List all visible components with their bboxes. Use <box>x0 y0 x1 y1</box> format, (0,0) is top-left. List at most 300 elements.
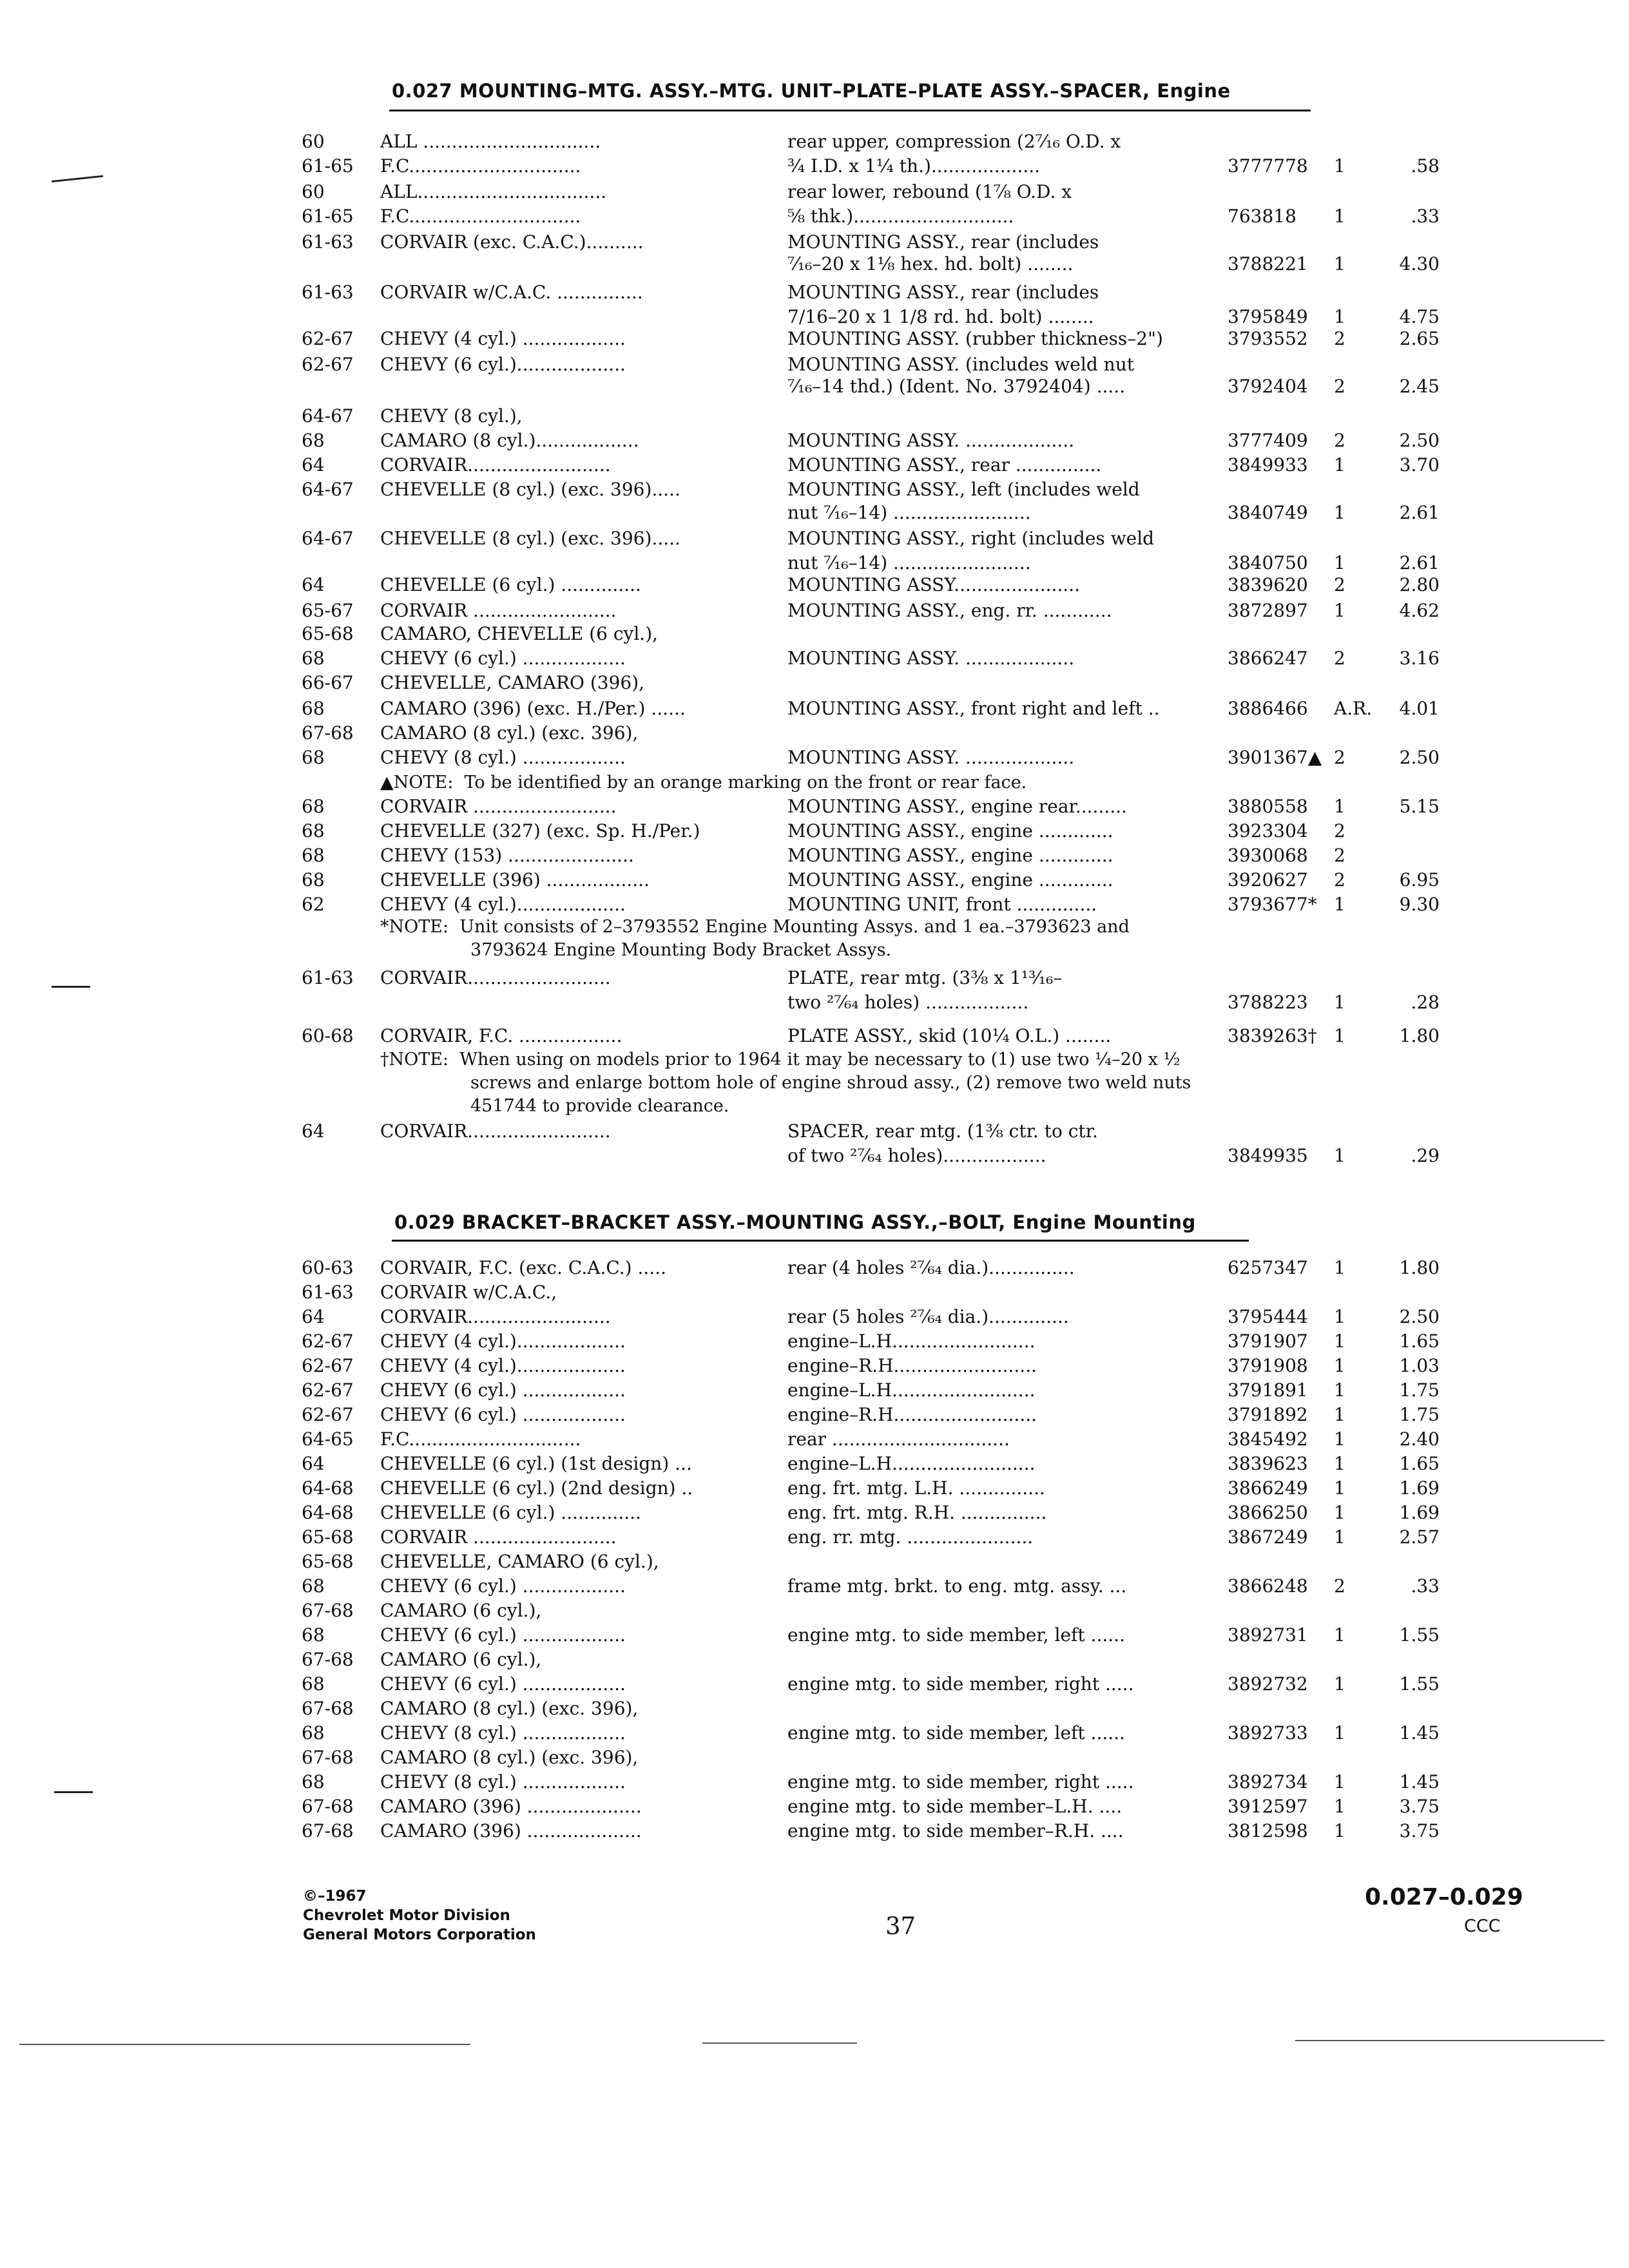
row-price: 5.15 <box>1399 796 1440 817</box>
footer-division: Chevrolet Motor Division <box>303 1907 510 1924</box>
table-row <box>0 179 1629 205</box>
row-description: MOUNTING ASSY., rear (includes <box>787 282 1099 303</box>
row-price: .33 <box>1411 1575 1440 1597</box>
row-price: 1.75 <box>1399 1379 1440 1401</box>
row-part-number: 3793677* <box>1228 894 1317 915</box>
row-quantity: 1 <box>1334 155 1345 177</box>
row-quantity: 1 <box>1334 796 1345 817</box>
row-model: CHEVY (4 cyl.)................... <box>380 894 626 915</box>
row-description: MOUNTING ASSY., engine ............. <box>787 845 1113 866</box>
row-price: 3.75 <box>1399 1820 1440 1841</box>
row-description: engine–L.H......................... <box>787 1379 1036 1401</box>
row-description: engine mtg. to side member–L.H. .... <box>787 1796 1123 1817</box>
row-price: 2.50 <box>1399 430 1440 451</box>
table-row <box>0 1573 1629 1599</box>
table-row <box>0 1769 1629 1795</box>
row-year: 64 <box>302 1453 325 1474</box>
row-description: engine mtg. to side member, right ..... <box>787 1771 1134 1792</box>
table-row <box>0 1524 1629 1550</box>
row-year: 68 <box>302 1673 325 1695</box>
row-description: engine mtg. to side member, left ...... <box>787 1722 1125 1744</box>
row-price: 2.80 <box>1399 574 1440 595</box>
row-part-number: 3793552 <box>1228 328 1308 349</box>
row-price: .28 <box>1411 992 1440 1013</box>
row-year: 61-63 <box>302 231 354 253</box>
table-row <box>0 1622 1629 1648</box>
table-row <box>0 1500 1629 1526</box>
row-description: engine mtg. to side member, left ...... <box>787 1624 1125 1646</box>
row-description: MOUNTING ASSY., left (includes weld <box>787 479 1140 500</box>
row-year: 67-68 <box>302 722 354 744</box>
table-row <box>0 403 1629 429</box>
row-model: CORVAIR (exc. C.A.C.).......... <box>380 231 644 253</box>
row-model: CHEVELLE, CAMARO (396), <box>380 672 645 693</box>
row-quantity: 1 <box>1334 894 1345 915</box>
row-model: CORVAIR......................... <box>380 967 611 988</box>
row-part-number: 3892731 <box>1228 1624 1308 1646</box>
row-part-number: 3930068 <box>1228 845 1308 866</box>
row-quantity: 1 <box>1334 1673 1345 1695</box>
row-price: 1.45 <box>1399 1722 1440 1744</box>
row-model: CHEVELLE, CAMARO (6 cyl.), <box>380 1551 659 1572</box>
row-description: rear ............................... <box>787 1428 1010 1450</box>
row-model: CORVAIR w/C.A.C., <box>380 1282 557 1303</box>
row-description: MOUNTING ASSY., eng. rr. ............ <box>787 600 1112 621</box>
row-model: CHEVELLE (8 cyl.) (exc. 396)..... <box>380 479 680 500</box>
row-year: 62-67 <box>302 1355 354 1376</box>
row-quantity: 2 <box>1334 648 1345 669</box>
row-model: CHEVY (8 cyl.) .................. <box>380 1722 626 1744</box>
table-row <box>0 843 1629 869</box>
row-description: ¾ I.D. x 1¼ th.)................... <box>787 155 1041 177</box>
row-quantity: 1 <box>1334 454 1345 476</box>
row-quantity: A.R. <box>1334 698 1373 719</box>
row-year: 64-68 <box>302 1477 354 1499</box>
row-description: eng. rr. mtg. ...................... <box>787 1526 1034 1548</box>
row-part-number: 3792404 <box>1228 376 1308 397</box>
table-row <box>0 500 1629 526</box>
row-model: CHEVELLE (6 cyl.) .............. <box>380 1502 641 1523</box>
row-quantity: 1 <box>1334 306 1345 327</box>
row-year: 67-68 <box>302 1698 354 1719</box>
row-quantity: 1 <box>1334 253 1345 274</box>
row-year: 60 <box>302 131 325 152</box>
row-model: CORVAIR w/C.A.C. ............... <box>380 282 643 303</box>
section-header-0029: 0.029 BRACKET–BRACKET ASSY.–MOUNTING ASSY.,–BOLT, Engine Mounting <box>394 1211 1196 1233</box>
row-part-number: 3840750 <box>1228 552 1308 573</box>
row-description: MOUNTING UNIT, front .............. <box>787 894 1097 915</box>
row-year: 67-68 <box>302 1796 354 1817</box>
row-year: 61-63 <box>302 967 354 988</box>
row-quantity: 1 <box>1334 1722 1345 1744</box>
note-prior-1964-2: screws and enlarge bottom hole of engine shroud assy., (2) remove two weld nuts <box>470 1073 1191 1093</box>
row-part-number: 3892734 <box>1228 1771 1308 1792</box>
row-quantity: 1 <box>1334 1379 1345 1401</box>
row-price: 2.50 <box>1399 747 1440 768</box>
row-price: 1.80 <box>1399 1025 1440 1046</box>
row-year: 68 <box>302 1771 325 1792</box>
row-quantity: 2 <box>1334 820 1345 841</box>
table-row <box>0 1329 1629 1354</box>
row-year: 62-67 <box>302 354 354 375</box>
row-description: eng. frt. mtg. L.H. ............... <box>787 1477 1045 1499</box>
row-quantity: 1 <box>1334 552 1345 573</box>
row-year: 64 <box>302 1120 325 1142</box>
row-price: 4.62 <box>1399 600 1440 621</box>
row-model: CHEVY (6 cyl.) .................. <box>380 1575 626 1597</box>
row-price: 2.61 <box>1399 552 1440 573</box>
row-description: 7/16–20 x 1 1/8 rd. hd. bolt) ........ <box>787 306 1094 327</box>
row-part-number: 3791892 <box>1228 1404 1308 1425</box>
row-year: 67-68 <box>302 1820 354 1841</box>
table-row <box>0 1353 1629 1379</box>
table-row <box>0 1023 1629 1049</box>
section-header-rule <box>389 110 1311 111</box>
row-price: .58 <box>1411 155 1440 177</box>
table-row <box>0 280 1629 305</box>
row-model: CAMARO (8 cyl.) (exc. 396), <box>380 1698 639 1719</box>
row-model: CHEVELLE (8 cyl.) (exc. 396)..... <box>380 528 680 549</box>
row-model: CHEVY (8 cyl.) .................. <box>380 747 626 768</box>
table-row <box>0 670 1629 696</box>
margin-mark <box>52 986 90 988</box>
row-year: 66-67 <box>302 672 354 693</box>
row-quantity: 1 <box>1334 1145 1345 1166</box>
row-description: MOUNTING ASSY...................... <box>787 574 1081 595</box>
table-row <box>0 745 1629 771</box>
row-price: 4.75 <box>1399 306 1440 327</box>
section-header-0027: 0.027 MOUNTING–MTG. ASSY.–MTG. UNIT–PLATE–PLATE ASSY.–SPACER, Engine <box>392 80 1231 102</box>
scan-line <box>1295 2040 1605 2041</box>
row-price: 2.50 <box>1399 1306 1440 1327</box>
table-row <box>0 129 1629 155</box>
row-year: 60-68 <box>302 1025 354 1046</box>
row-model: CHEVY (6 cyl.) .................. <box>380 1673 626 1695</box>
row-year: 67-68 <box>302 1649 354 1670</box>
row-year: 64 <box>302 574 325 595</box>
row-quantity: 2 <box>1334 328 1345 349</box>
row-year: 61-65 <box>302 155 354 177</box>
row-model: CAMARO (6 cyl.), <box>380 1649 542 1670</box>
note-unit-consists: *NOTE: Unit consists of 2–3793552 Engine Mounting Assys. and 1 ea.–3793623 and <box>380 917 1130 937</box>
row-description: engine–L.H......................... <box>787 1453 1036 1474</box>
row-price: .33 <box>1411 206 1440 227</box>
table-row <box>0 720 1629 746</box>
row-part-number: 3866249 <box>1228 1477 1308 1499</box>
row-model: CHEVELLE (327) (exc. Sp. H./Per.) <box>380 820 700 841</box>
row-description: PLATE ASSY., skid (10¼ O.L.) ........ <box>787 1025 1112 1046</box>
row-description: eng. frt. mtg. R.H. ............... <box>787 1502 1047 1523</box>
row-price: 4.30 <box>1399 253 1440 274</box>
row-part-number: 3788223 <box>1228 992 1308 1013</box>
row-description: engine–L.H......................... <box>787 1331 1036 1352</box>
table-row <box>0 1119 1629 1144</box>
row-quantity: 2 <box>1334 845 1345 866</box>
table-row <box>0 251 1629 277</box>
row-part-number: 3839623 <box>1228 1453 1308 1474</box>
row-description: rear (4 holes ²⁷⁄₆₄ dia.)............... <box>787 1257 1075 1278</box>
row-price: 1.65 <box>1399 1331 1440 1352</box>
row-quantity: 2 <box>1334 376 1345 397</box>
row-description: MOUNTING ASSY., front right and left .. <box>787 698 1160 719</box>
page-number: 37 <box>885 1912 916 1940</box>
footer-code: CCC <box>1464 1916 1501 1936</box>
row-year: 61-63 <box>302 1282 354 1303</box>
row-part-number: 3866248 <box>1228 1575 1308 1597</box>
row-description: two ²⁷⁄₆₄ holes) .................. <box>787 992 1029 1013</box>
row-year: 64-67 <box>302 405 354 427</box>
table-row <box>0 1671 1629 1697</box>
row-price: 1.55 <box>1399 1624 1440 1646</box>
row-part-number: 3867249 <box>1228 1526 1308 1548</box>
row-price: 1.75 <box>1399 1404 1440 1425</box>
row-model: CHEVELLE (6 cyl.) (1st design) ... <box>380 1453 692 1474</box>
row-quantity: 2 <box>1334 1575 1345 1597</box>
table-row <box>0 818 1629 844</box>
table-row <box>0 326 1629 352</box>
table-row <box>0 572 1629 598</box>
row-year: 65-68 <box>302 1551 354 1572</box>
table-row <box>0 452 1629 478</box>
row-year: 62-67 <box>302 1379 354 1401</box>
row-quantity: 1 <box>1334 1771 1345 1792</box>
table-row <box>0 990 1629 1015</box>
row-part-number: 3845492 <box>1228 1428 1308 1450</box>
row-model: F.C.............................. <box>380 1428 581 1450</box>
row-part-number: 3920627 <box>1228 869 1308 890</box>
row-part-number: 3892732 <box>1228 1673 1308 1695</box>
row-description: MOUNTING ASSY. ................... <box>787 648 1075 669</box>
row-quantity: 1 <box>1334 502 1345 523</box>
row-year: 64-67 <box>302 479 354 500</box>
row-model: CHEVY (8 cyl.) .................. <box>380 1771 626 1792</box>
row-quantity: 2 <box>1334 430 1345 451</box>
row-description: engine–R.H......................... <box>787 1404 1037 1425</box>
row-description: MOUNTING ASSY. ................... <box>787 430 1075 451</box>
row-model: ALL................................. <box>380 181 607 202</box>
row-year: 68 <box>302 1624 325 1646</box>
row-price: 1.80 <box>1399 1257 1440 1278</box>
row-model: CORVAIR......................... <box>380 1120 611 1142</box>
row-quantity: 1 <box>1334 1477 1345 1499</box>
table-row <box>0 374 1629 399</box>
row-part-number: 3912597 <box>1228 1796 1308 1817</box>
row-model: CAMARO (396) .................... <box>380 1820 642 1841</box>
row-model: CAMARO, CHEVELLE (6 cyl.), <box>380 623 659 644</box>
row-description: ⅝ thk.)............................ <box>787 206 1014 227</box>
row-model: CAMARO (8 cyl.) (exc. 396), <box>380 722 639 744</box>
row-quantity: 1 <box>1334 1502 1345 1523</box>
row-part-number: 3812598 <box>1228 1820 1308 1841</box>
row-model: CORVAIR ......................... <box>380 1526 617 1548</box>
table-row <box>0 1378 1629 1403</box>
row-price: 3.16 <box>1399 648 1440 669</box>
table-row <box>0 1696 1629 1722</box>
table-row <box>0 1143 1629 1169</box>
row-price: 1.45 <box>1399 1771 1440 1792</box>
row-description: MOUNTING ASSY., engine ............. <box>787 869 1113 890</box>
row-part-number: 3866247 <box>1228 648 1308 669</box>
row-part-number: 763818 <box>1228 206 1296 227</box>
table-row <box>0 428 1629 454</box>
row-part-number: 6257347 <box>1228 1257 1308 1278</box>
row-year: 62 <box>302 894 325 915</box>
row-year: 68 <box>302 1722 325 1744</box>
row-model: CAMARO (6 cyl.), <box>380 1600 542 1621</box>
row-model: CAMARO (396) (exc. H./Per.) ...... <box>380 698 686 719</box>
row-part-number: 3795444 <box>1228 1306 1308 1327</box>
row-quantity: 2 <box>1334 869 1345 890</box>
margin-mark <box>54 1791 93 1793</box>
row-year: 64-65 <box>302 1428 354 1450</box>
row-part-number: 3866250 <box>1228 1502 1308 1523</box>
row-description: MOUNTING ASSY., rear (includes <box>787 231 1099 253</box>
row-price: 1.03 <box>1399 1355 1440 1376</box>
row-part-number: 3777409 <box>1228 430 1308 451</box>
row-year: 65-68 <box>302 1526 354 1548</box>
row-year: 62-67 <box>302 328 354 349</box>
table-row <box>0 794 1629 820</box>
row-description: engine–R.H......................... <box>787 1355 1037 1376</box>
row-description: MOUNTING ASSY. (rubber thickness–2") <box>787 328 1163 349</box>
row-year: 67-68 <box>302 1600 354 1621</box>
row-year: 62-67 <box>302 1331 354 1352</box>
row-quantity: 1 <box>1334 1025 1345 1046</box>
row-model: CHEVY (8 cyl.), <box>380 405 523 427</box>
row-year: 68 <box>302 869 325 890</box>
row-price: 2.65 <box>1399 328 1440 349</box>
row-model: CORVAIR ......................... <box>380 796 617 817</box>
row-year: 64-67 <box>302 528 354 549</box>
row-year: 68 <box>302 747 325 768</box>
row-year: 68 <box>302 698 325 719</box>
row-model: CHEVY (153) ...................... <box>380 845 634 866</box>
row-model: CORVAIR......................... <box>380 1306 611 1327</box>
row-description: nut ⁷⁄₁₆–14) ........................ <box>787 552 1031 573</box>
table-row <box>0 1598 1629 1624</box>
table-row <box>0 477 1629 503</box>
table-row <box>0 1647 1629 1673</box>
row-part-number: 3923304 <box>1228 820 1308 841</box>
row-part-number: 3777778 <box>1228 155 1308 177</box>
row-model: CHEVY (6 cyl.) .................. <box>380 1379 626 1401</box>
table-row <box>0 1794 1629 1820</box>
row-price: 1.69 <box>1399 1502 1440 1523</box>
row-part-number: 3892733 <box>1228 1722 1308 1744</box>
table-row <box>0 1549 1629 1575</box>
row-quantity: 1 <box>1334 206 1345 227</box>
table-row <box>0 204 1629 229</box>
row-price: 2.40 <box>1399 1428 1440 1450</box>
row-price: 4.01 <box>1399 698 1440 719</box>
row-year: 68 <box>302 1575 325 1597</box>
row-description: MOUNTING ASSY. (includes weld nut <box>787 354 1134 375</box>
table-row <box>0 1255 1629 1281</box>
row-model: CHEVY (4 cyl.) .................. <box>380 328 626 349</box>
row-part-number: 3795849 <box>1228 306 1308 327</box>
table-row <box>0 1402 1629 1428</box>
row-year: 60-63 <box>302 1257 354 1278</box>
row-year: 60 <box>302 181 325 202</box>
note-orange-marking: ▲NOTE: To be identified by an orange marking on the front or rear face. <box>380 773 1027 793</box>
row-model: CHEVY (4 cyl.)................... <box>380 1355 626 1376</box>
row-model: F.C.............................. <box>380 155 581 177</box>
row-part-number: 3840749 <box>1228 502 1308 523</box>
row-description: engine mtg. to side member–R.H. .... <box>787 1820 1124 1841</box>
row-quantity: 1 <box>1334 1355 1345 1376</box>
footer-range: 0.027–0.029 <box>1365 1884 1523 1910</box>
row-model: CHEVY (6 cyl.) .................. <box>380 1624 626 1646</box>
row-description: MOUNTING ASSY., engine ............. <box>787 820 1113 841</box>
row-model: CAMARO (396) .................... <box>380 1796 642 1817</box>
row-description: MOUNTING ASSY., rear ............... <box>787 454 1102 476</box>
footer-copyright: ©–1967 <box>303 1888 367 1905</box>
row-quantity: 2 <box>1334 747 1345 768</box>
row-year: 61-63 <box>302 282 354 303</box>
row-price: .29 <box>1411 1145 1440 1166</box>
row-model: CHEVY (4 cyl.)................... <box>380 1331 626 1352</box>
row-quantity: 1 <box>1334 1404 1345 1425</box>
table-row <box>0 1304 1629 1330</box>
row-description: engine mtg. to side member, right ..... <box>787 1673 1134 1695</box>
row-year: 68 <box>302 430 325 451</box>
row-model: CAMARO (8 cyl.) (exc. 396), <box>380 1747 639 1768</box>
row-year: 64-68 <box>302 1502 354 1523</box>
row-quantity: 1 <box>1334 1257 1345 1278</box>
row-year: 62-67 <box>302 1404 354 1425</box>
note-unit-consists-2: 3793624 Engine Mounting Body Bracket Assys. <box>470 940 892 960</box>
row-price: 3.75 <box>1399 1796 1440 1817</box>
row-price: 2.61 <box>1399 502 1440 523</box>
row-year: 65-67 <box>302 600 354 621</box>
row-quantity: 1 <box>1334 1306 1345 1327</box>
table-row <box>0 1475 1629 1501</box>
row-description: rear lower, rebound (1⅞ O.D. x <box>787 181 1072 202</box>
row-part-number: 3886466 <box>1228 698 1308 719</box>
row-year: 61-65 <box>302 206 354 227</box>
row-description: of two ²⁷⁄₆₄ holes).................. <box>787 1145 1046 1166</box>
row-description: ⁷⁄₁₆–20 x 1⅛ hex. hd. bolt) ........ <box>787 253 1074 274</box>
table-row <box>0 1280 1629 1305</box>
table-row <box>0 1818 1629 1844</box>
scan-line <box>19 2044 470 2045</box>
row-description: rear (5 holes ²⁷⁄₆₄ dia.).............. <box>787 1306 1069 1327</box>
row-model: CAMARO (8 cyl.).................. <box>380 430 639 451</box>
row-description: ⁷⁄₁₆–14 thd.) (Ident. No. 3792404) ..... <box>787 376 1126 397</box>
row-part-number: 3791907 <box>1228 1331 1308 1352</box>
table-row <box>0 1745 1629 1771</box>
row-part-number: 3839620 <box>1228 574 1308 595</box>
row-quantity: 2 <box>1334 574 1345 595</box>
row-price: 1.69 <box>1399 1477 1440 1499</box>
row-model: CHEVELLE (396) .................. <box>380 869 650 890</box>
row-price: 2.57 <box>1399 1526 1440 1548</box>
row-description: PLATE, rear mtg. (3⅜ x 1¹³⁄₁₆– <box>787 967 1063 988</box>
row-quantity: 1 <box>1334 600 1345 621</box>
row-quantity: 1 <box>1334 1820 1345 1841</box>
row-quantity: 1 <box>1334 1453 1345 1474</box>
row-quantity: 1 <box>1334 1796 1345 1817</box>
row-quantity: 1 <box>1334 1331 1345 1352</box>
row-description: rear upper, compression (2⁷⁄₁₆ O.D. x <box>787 131 1121 152</box>
row-description: nut ⁷⁄₁₆–14) ........................ <box>787 502 1031 523</box>
row-price: 2.45 <box>1399 376 1440 397</box>
table-row <box>0 621 1629 647</box>
row-part-number: 3901367▲ <box>1228 747 1322 768</box>
row-model: CORVAIR......................... <box>380 454 611 476</box>
row-year: 64 <box>302 454 325 476</box>
row-model: F.C.............................. <box>380 206 581 227</box>
